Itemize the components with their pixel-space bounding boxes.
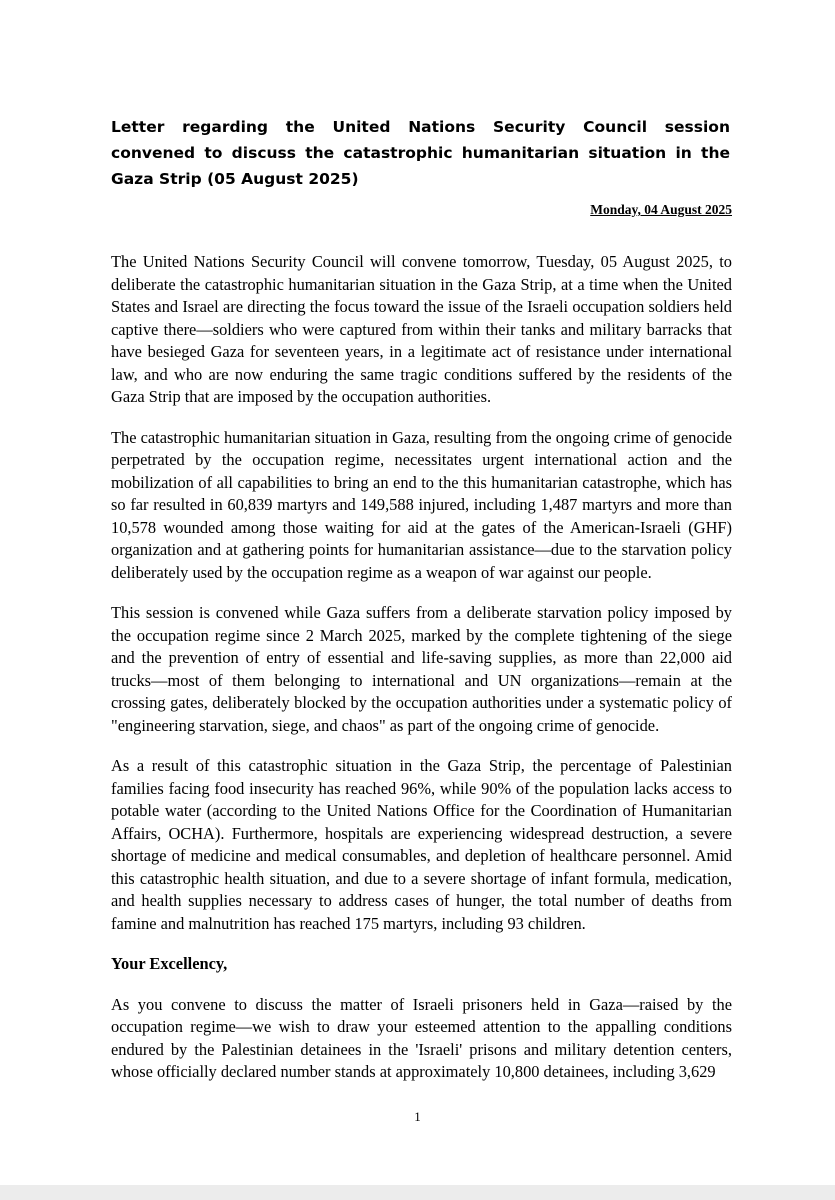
paragraph-1: The United Nations Security Council will convene tomorrow, Tuesday, 05 August 2025, to deliberate the catastrophic humanitarian situation in the Gaza Strip, at a time when the United States and Israel are directing the focus toward the issue of the Israeli occupation soldiers held captive there—soldiers who were captured from within their tanks and military barracks that have besieged Gaza for seventeen years, in a legitimate act of resistance under international law, and who are now enduring the same tragic conditions suffered by the residents of the Gaza Strip that are imposed by the occupation authorities. [111,252,732,406]
page-number: 1 [414,1109,421,1124]
letter-date: Monday, 04 August 2025 [590,202,732,217]
paragraph-3: This session is convened while Gaza suffers from a deliberate starvation policy imposed by the occupation regime since 2 March 2025, marked by the complete tightening of the siege and the prevention of entry of essential and life-saving supplies, as more than 22,000 aid trucks—most of them belonging to international and UN organizations—remain at the crossing gates, deliberately blocked by the occupation authorities under a systematic policy of "engineering starvation, siege, and chaos" as part of the ongoing crime of genocide. [111,603,732,735]
page-bottom-edge [0,1185,835,1200]
letter-body [111,251,732,1102]
paragraph-4: As a result of this catastrophic situation in the Gaza Strip, the percentage of Palestinian families facing food insecurity has reached 96%, while 90% of the population lacks access to potable water (according to the United Nations Office for the Coordination of Humanitarian Affairs, OCHA). Furthermore, hospitals are experiencing widespread destruction, a severe shortage of medicine and medical consumables, and depletion of healthcare personnel. Amid this catastrophic health situation, and due to a severe shortage of infant formula, medication, and health supplies necessary to address cases of hunger, the total number of deaths from famine and malnutrition has reached 175 martyrs, including 93 children. [111,756,732,933]
letter-title: Letter regarding the United Nations Security Council session convened to discuss the catastrophic humanitarian situation in the Gaza Strip (05 August 2025) [111,118,730,188]
paragraph-5: As you convene to discuss the matter of Israeli prisoners held in Gaza—raised by the occupation regime—we wish to draw your esteemed attention to the appalling conditions endured by the Palestinian detainees in the 'Israeli' prisons and military detention centers, whose officially declared number stands at approximately 10,800 detainees, including 3,629 [111,994,732,1081]
salutation: Your Excellency, [111,954,228,973]
paragraph-2: The catastrophic humanitarian situation in Gaza, resulting from the ongoing crime of genocide perpetrated by the occupation regime, necessitates urgent international action and the mobilization of all capabilities to bring an end to the this humanitarian catastrophe, which has so far resulted in 60,839 martyrs and 149,588 injured, including 1,487 martyrs and more than 10,578 wounded among those waiting for aid at the gates of the American-Israeli (GHF) organization and at gathering points for humanitarian assistance—due to the starvation policy deliberately used by the occupation regime as a weapon of war against our people. [111,427,732,582]
